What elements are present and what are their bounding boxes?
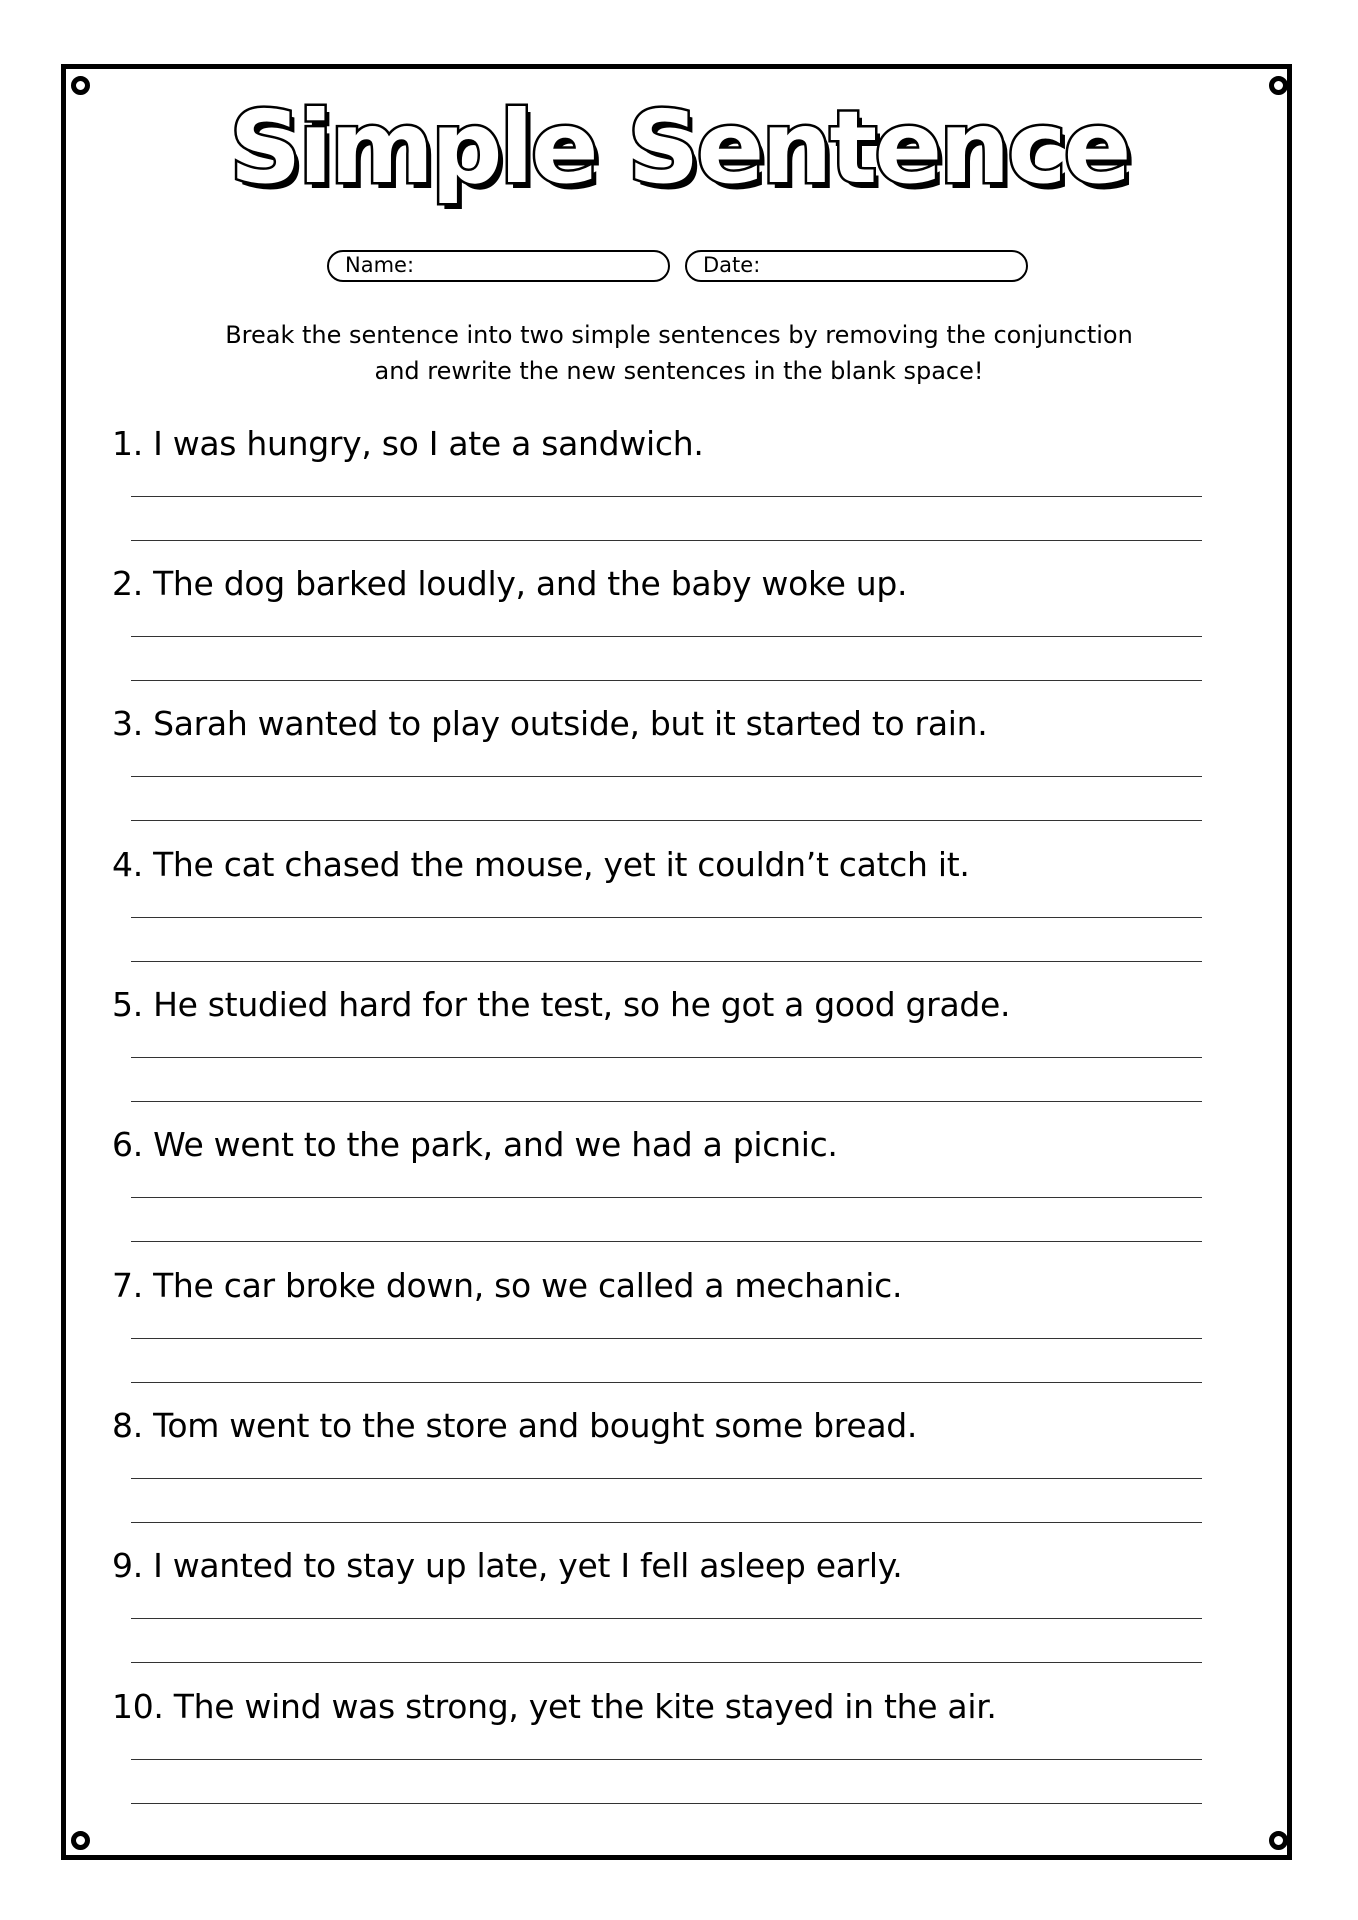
instructions-line: Break the sentence into two simple sentences by removing the conjunction [225,321,1133,349]
question-3: 3. Sarah wanted to play outside, but it started to rain. [112,704,988,743]
answer-line[interactable] [131,680,1202,681]
question-10: 10. The wind was strong, yet the kite stayed in the air. [112,1687,997,1726]
answer-line[interactable] [131,917,1202,918]
question-9: 9. I wanted to stay up late, yet I fell asleep early. [112,1546,903,1585]
question-7: 7. The car broke down, so we called a mechanic. [112,1266,903,1305]
answer-line[interactable] [131,1338,1202,1339]
corner-ring-icon [1269,1831,1288,1850]
answer-line[interactable] [131,540,1202,541]
instructions-line: and rewrite the new sentences in the blank space! [374,357,984,385]
answer-line[interactable] [131,1382,1202,1383]
answer-line[interactable] [131,1101,1202,1102]
worksheet-title: Simple Sentence [229,89,1129,206]
corner-ring-icon [71,1831,90,1850]
corner-ring-icon [1269,76,1288,95]
answer-line[interactable] [131,1522,1202,1523]
name-field[interactable] [327,250,670,282]
instructions [160,317,1198,389]
answer-line[interactable] [131,1241,1202,1242]
corner-ring-icon [71,76,90,95]
date-field[interactable] [685,250,1028,282]
answer-line[interactable] [131,1197,1202,1198]
answer-line[interactable] [131,961,1202,962]
answer-line[interactable] [131,1057,1202,1058]
answer-line[interactable] [131,1662,1202,1663]
answer-line[interactable] [131,636,1202,637]
answer-line[interactable] [131,1478,1202,1479]
answer-line[interactable] [131,496,1202,497]
answer-line[interactable] [131,1618,1202,1619]
question-8: 8. Tom went to the store and bought some bread. [112,1406,918,1445]
question-6: 6. We went to the park, and we had a picnic. [112,1125,838,1164]
name-label: Name: [345,253,415,277]
answer-line[interactable] [131,1803,1202,1804]
answer-line[interactable] [131,776,1202,777]
answer-line[interactable] [131,820,1202,821]
answer-line[interactable] [131,1759,1202,1760]
question-4: 4. The cat chased the mouse, yet it couldn’t catch it. [112,845,970,884]
question-2: 2. The dog barked loudly, and the baby woke up. [112,564,908,603]
question-1: 1. I was hungry, so I ate a sandwich. [112,424,704,463]
question-5: 5. He studied hard for the test, so he got a good grade. [112,985,1011,1024]
date-label: Date: [703,253,761,277]
